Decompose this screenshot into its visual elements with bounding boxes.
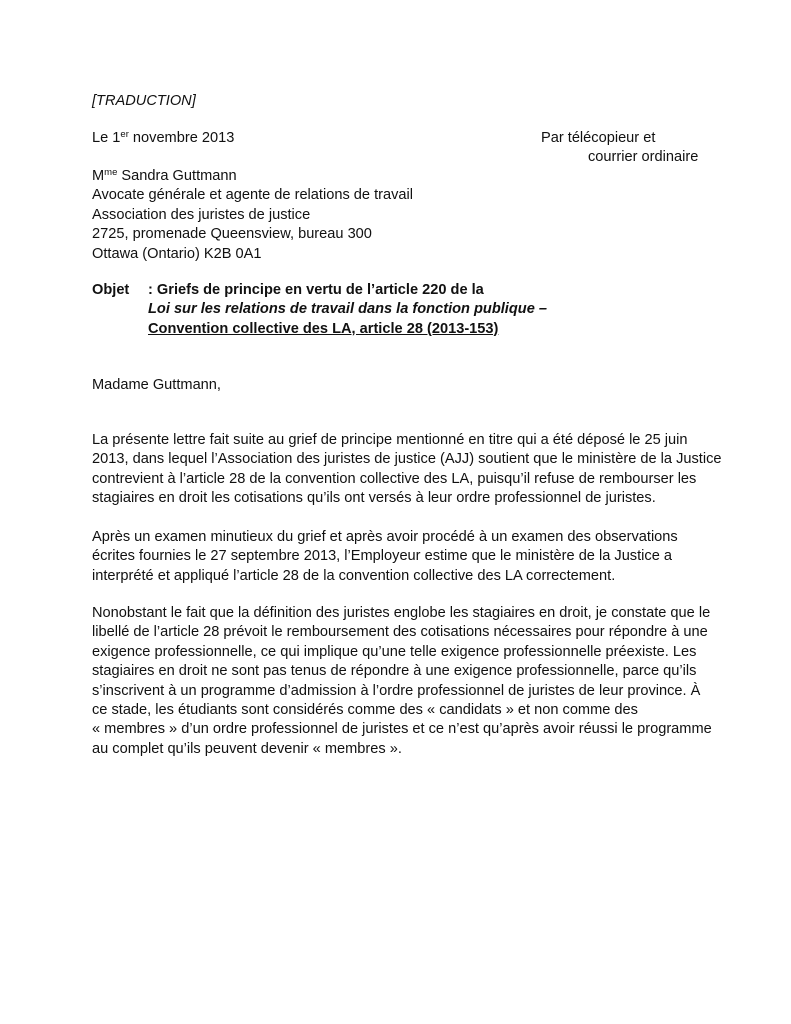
subject-block: [92, 281, 547, 339]
paragraph-line: exigence professionnelle, ce qui implique qu’une telle exigence professionnelle préexiste. Les: [92, 643, 697, 660]
paragraph-line: stagiaires en droit les cotisations qu’ils ont versés à leur ordre professionnel de juristes.: [92, 490, 656, 507]
paragraph-2: [92, 528, 704, 586]
paragraph-line: interprété et appliqué l’article 28 de la convention collective des LA correctement.: [92, 567, 616, 584]
recipient-position: Avocate générale et agente de relations de travail: [92, 187, 414, 204]
recipient-title-superscript: me: [104, 167, 118, 178]
translation-tag: [TRADUCTION]: [92, 93, 196, 109]
delivery-line-1: Par télécopieur et: [541, 130, 656, 146]
paragraph-line: « membres » d’un ordre professionnel de juristes et ce n’est qu’après avoir réussi le programme: [92, 721, 712, 738]
recipient-street: 2725, promenade Queensview, bureau 300: [92, 226, 372, 243]
recipient-organization: Association des juristes de justice: [92, 206, 311, 223]
subject-label: Objet: [92, 282, 130, 298]
salutation: Madame Guttmann,: [92, 377, 221, 393]
recipient-city: Ottawa (Ontario) K2B 0A1: [92, 245, 262, 262]
subject-line-3: Convention collective des LA, article 28 (2013-153): [148, 320, 499, 337]
date-superscript: er: [120, 129, 129, 140]
letter-date: [92, 129, 234, 148]
subject-line-1: : Griefs de principe en vertu de l’article 220 de la: [148, 282, 484, 298]
paragraph-line: libellé de l’article 28 prévoit le remboursement des cotisations nécessaires pour répondre à une: [92, 624, 708, 641]
paragraph-line: stagiaires en droit ne sont pas tenus de répondre à une exigence professionnelle, parce qu’ils: [92, 663, 697, 680]
paragraph-1: [92, 431, 722, 509]
subject-line-3-wrap: [92, 320, 547, 339]
recipient-address: [92, 167, 413, 264]
subject-row-1: [92, 281, 547, 300]
subject-line-2: Loi sur les relations de travail dans la fonction publique –: [148, 301, 547, 318]
paragraph-line: contrevient à l’article 28 de la convention collective des LA, puisqu’il refuse de rembourser les: [92, 470, 697, 487]
paragraph-line: écrites fournies le 27 septembre 2013, l’Employeur estime que le ministère de la Justice a: [92, 548, 672, 565]
paragraph-line: s’inscrivent à un programme d’admission à l’ordre professionnel de juristes de leur province. À: [92, 682, 701, 699]
delivery-line-2: courrier ordinaire: [588, 149, 699, 166]
paragraph-line: Après un examen minutieux du grief et après avoir procédé à un examen des observations: [92, 529, 678, 545]
recipient-title: M: [92, 168, 105, 184]
date-prefix: Le 1: [92, 130, 121, 146]
paragraph-line: Nonobstant le fait que la définition des juristes englobe les stagiaires en droit, je constate que le: [92, 605, 711, 621]
paragraph-line: ce stade, les étudiants sont considérés comme des « candidats » et non comme des: [92, 702, 638, 719]
delivery-method: [541, 129, 701, 168]
paragraph-3: [92, 604, 712, 759]
paragraph-line: La présente lettre fait suite au grief de principe mentionné en titre qui a été déposé le 25 juin: [92, 432, 688, 448]
paragraph-line: au complet qu’ils peuvent devenir « membres ».: [92, 740, 402, 757]
recipient-name: [92, 167, 413, 186]
paragraph-line: 2013, dans lequel l’Association des juristes de justice (AJJ) soutient que le ministère de la Justice: [92, 451, 722, 468]
recipient-name-text: Sandra Guttmann: [117, 168, 237, 184]
date-suffix: novembre 2013: [128, 130, 235, 146]
